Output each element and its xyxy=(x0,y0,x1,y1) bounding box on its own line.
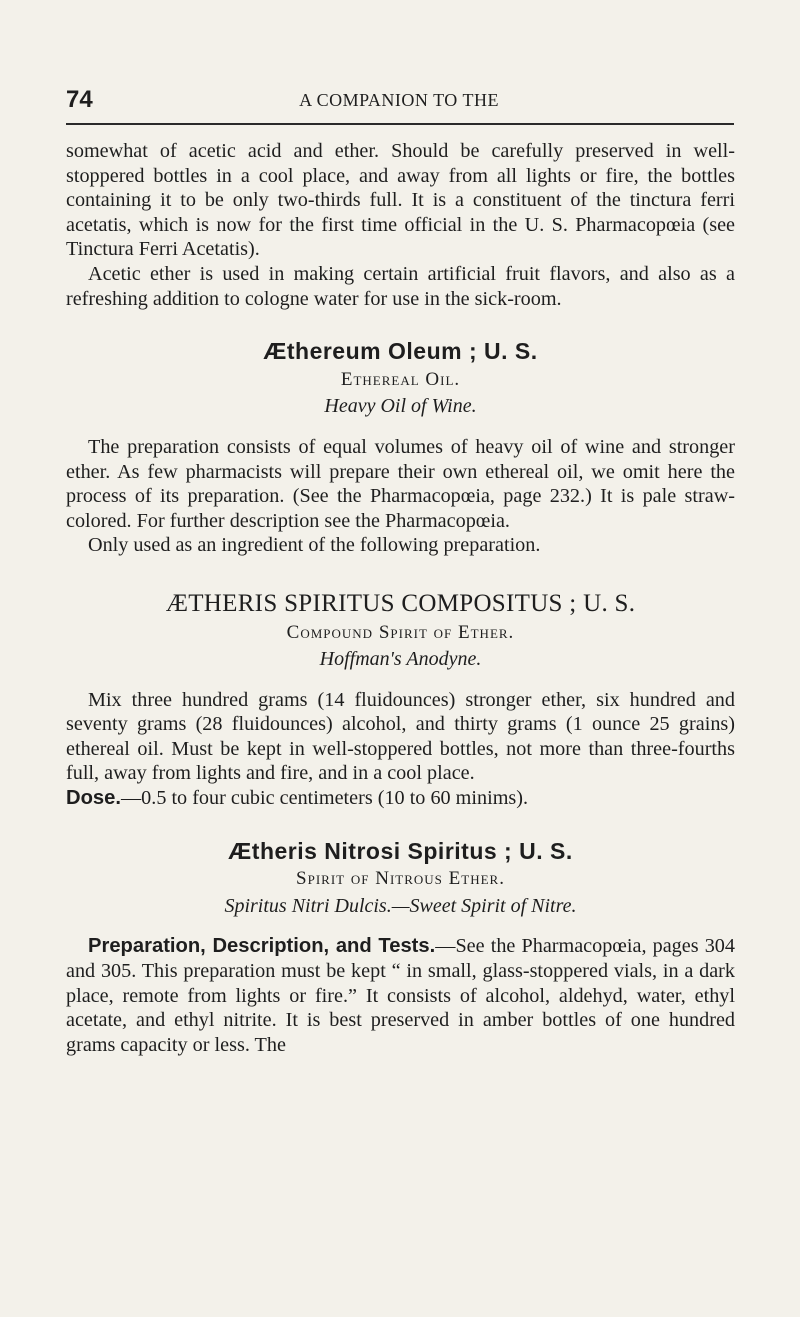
section1-paragraph-2: Only used as an ingredient of the following preparation. xyxy=(88,534,541,557)
section-synonym-hoffmans: Hoffman's Anodyne. xyxy=(319,648,482,671)
section1-paragraph: The preparation consists of equal volumes of heavy oil of wine and stronger ether. As few pharmacists will prepare their own ethereal oil, we omit here the process of its preparation. (See the Pharmacopœia, page 232.) It is pale straw-colored. For further description see the Pharmacopœia. xyxy=(66,435,735,532)
dose-paragraph xyxy=(66,786,735,811)
dose-label: Dose. xyxy=(66,787,121,810)
intro-paragraph-2: Acetic ether is used in making certain artificial fruit flavors, and also as a refreshing addition to cologne water for use in the sick-room. xyxy=(66,262,735,310)
section-title-aetheris-spiritus-compositus: ÆTHERIS SPIRITUS COMPOSITUS ; U. S. xyxy=(165,589,636,617)
section2-paragraph: Mix three hundred grams (14 fluidounces) stronger ether, six hundred and seventy grams (28 fluidounces) alcohol, and thirty grams (1 ounce 25 grains) ethereal oil. Must be kept in well-stoppered bottles, not more than three-fourths full, away from lights and fire, and in a cool place. xyxy=(66,688,735,785)
section3-paragraph xyxy=(66,934,735,1057)
section-title-aetheris-nitrosi: Ætheris Nitrosi Spiritus ; U. S. xyxy=(228,837,573,864)
section-synonym-spiritus-nitri: Spiritus Nitri Dulcis.—Sweet Spirit of Nitre. xyxy=(224,894,577,917)
body-text xyxy=(66,139,735,1057)
header-rule xyxy=(66,123,734,125)
dose-text: —0.5 to four cubic centimeters (10 to 60 minims). xyxy=(120,787,529,810)
page-header xyxy=(66,86,732,120)
running-head: A COMPANION TO THE xyxy=(299,90,499,110)
section-subtitle-nitrous-ether: Spirit of Nitrous Ether. xyxy=(296,868,505,890)
prep-label: Preparation, Description, and Tests. xyxy=(88,935,436,958)
section-synonym: Heavy Oil of Wine. xyxy=(324,395,477,418)
section-subtitle-compound-spirit: Compound Spirit of Ether. xyxy=(286,621,515,643)
page-number: 74 xyxy=(66,86,93,113)
prep-text: —See the Pharmacopœia, pages 304 and 305. This preparation must be kept “ in small, glass-stoppered vials, in a dark place, remote from lights or fire.” It consists of alcohol, aldehyd, water, ethyl acetate, and ethyl nitrite. It is best preserved in amber bottles of one hundred grams capacity or less. The xyxy=(66,935,735,1056)
section-subtitle-ethereal-oil: Ethereal Oil. xyxy=(340,368,461,390)
section-title-aethereum-oleum: Æthereum Oleum ; U. S. xyxy=(263,338,538,365)
intro-paragraph: somewhat of acetic acid and ether. Should be carefully preserved in well-stoppered bottles in a cool place, and away from all lights or fire, the bottles containing it to be only two-thirds full. It is a constituent of the tinctura ferri acetatis, which is now for the first time official in the U. S. Pharmacopœia (see Tinctura Ferri Acetatis). xyxy=(66,140,735,261)
